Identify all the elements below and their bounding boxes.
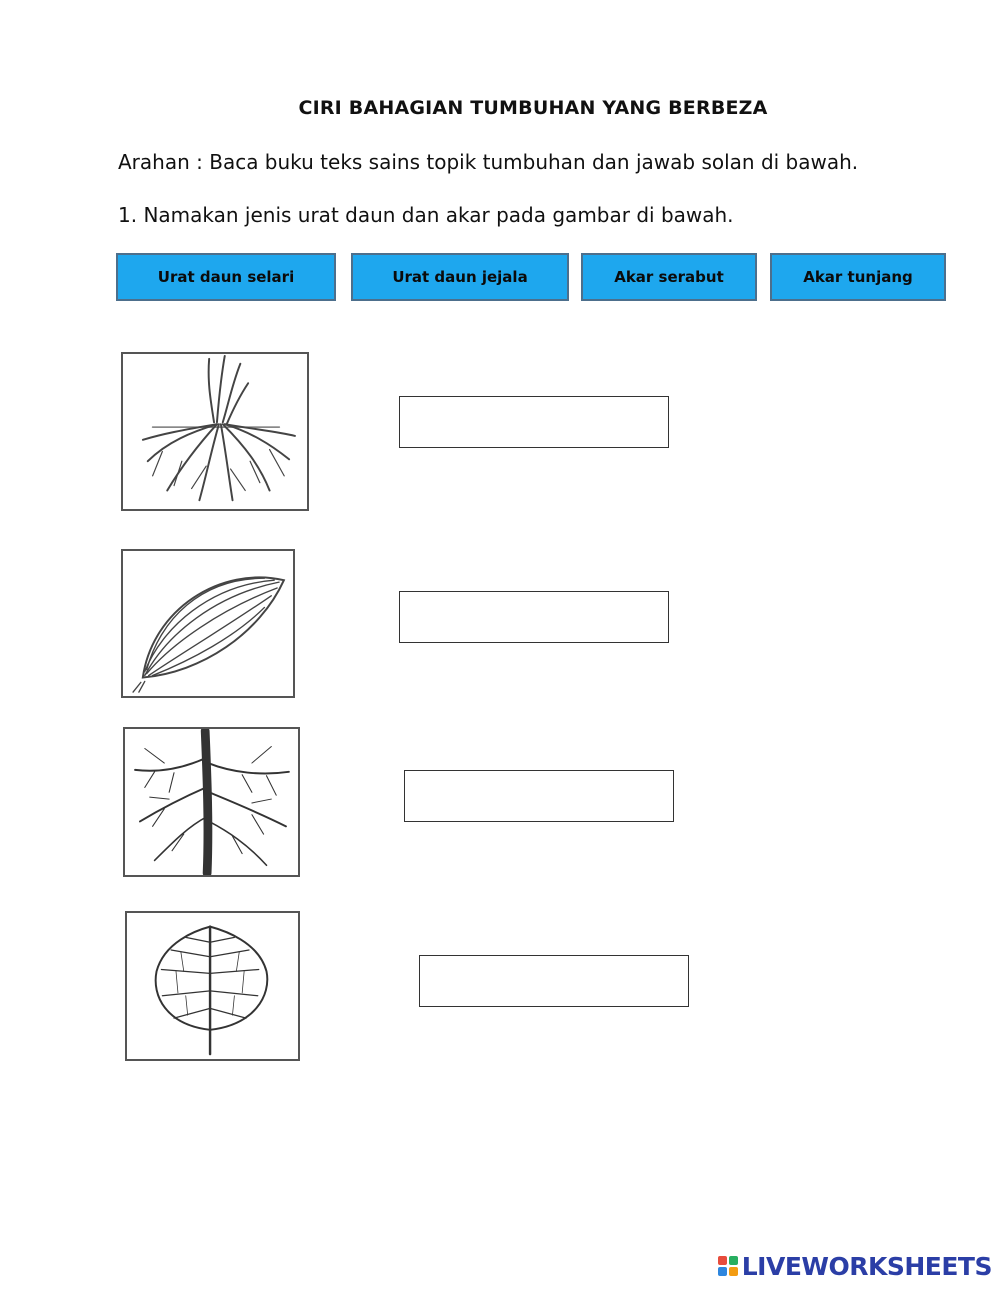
net-vein-leaf-icon <box>127 913 298 1059</box>
option-akar-serabut[interactable]: Akar serabut <box>581 253 757 301</box>
brand-name: LIVEWORKSHEETS <box>741 1251 992 1281</box>
answer-field-2[interactable] <box>399 591 669 643</box>
parallel-leaf-picture <box>121 549 295 698</box>
net-leaf-picture <box>125 911 300 1061</box>
option-urat-daun-jejala[interactable]: Urat daun jejala <box>351 253 569 301</box>
fibrous-root-icon <box>123 354 307 509</box>
question-text: 1. Namakan jenis urat daun dan akar pada gambar di bawah. <box>118 203 734 227</box>
worksheet-title: CIRI BAHAGIAN TUMBUHAN YANG BERBEZA <box>298 97 768 119</box>
answer-field-3[interactable] <box>404 770 674 822</box>
instruction-text: Arahan : Baca buku teks sains topik tumbuhan dan jawab solan di bawah. <box>118 150 859 174</box>
option-akar-tunjang[interactable]: Akar tunjang <box>770 253 946 301</box>
liveworksheets-logo-icon <box>718 1256 738 1276</box>
fibrous-root-picture <box>121 352 309 511</box>
answer-field-1[interactable] <box>399 396 669 448</box>
liveworksheets-brand <box>718 1251 992 1281</box>
option-urat-daun-selari[interactable]: Urat daun selari <box>116 253 336 301</box>
tap-root-picture <box>123 727 300 877</box>
answer-field-4[interactable] <box>419 955 689 1007</box>
parallel-vein-leaf-icon <box>123 551 293 696</box>
tap-root-icon <box>125 729 298 875</box>
